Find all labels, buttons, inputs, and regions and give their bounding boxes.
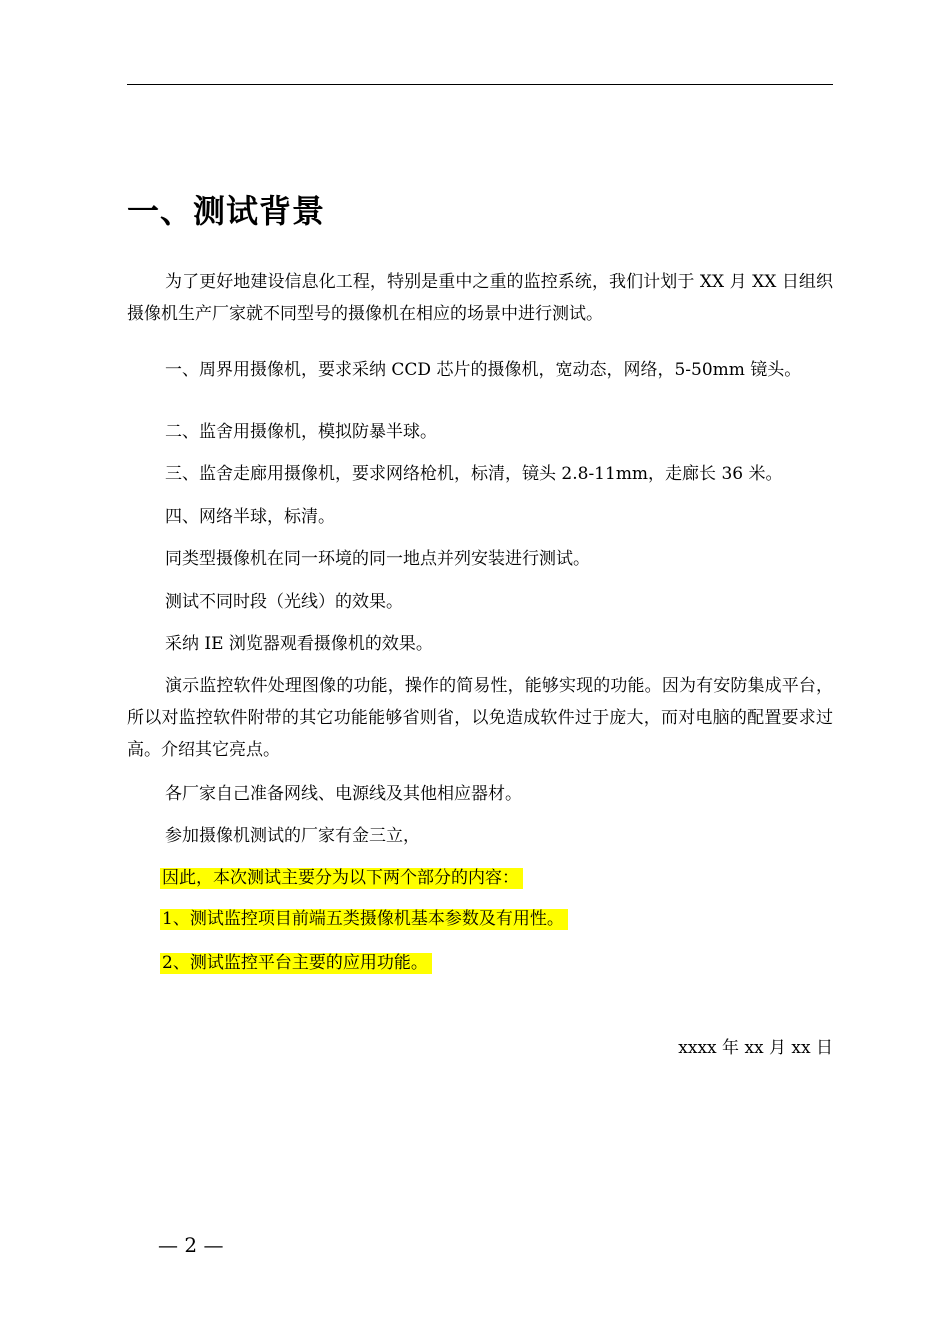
- highlighted-text-3: 2、测试监控平台主要的应用功能。: [160, 953, 432, 974]
- paragraph-time-periods: 测试不同时段（光线）的效果。: [165, 592, 403, 612]
- highlighted-line-2: [160, 907, 568, 931]
- document-date: xxxx 年 xx 月 xx 日: [678, 1038, 833, 1058]
- paragraph-item-4: 四、网络半球，标清。: [165, 507, 335, 527]
- highlighted-text-1: 因此，本次测试主要分为以下两个部分的内容：: [160, 868, 523, 889]
- highlighted-text-2: 1、测试监控项目前端五类摄像机基本参数及有用性。: [160, 909, 568, 930]
- highlighted-line-3: [160, 951, 432, 975]
- header-rule: [127, 84, 833, 85]
- paragraph-item-1: 一、周界用摄像机，要求采纳 CCD 芯片的摄像机，宽动态，网络，5-50mm 镜头。: [165, 360, 802, 380]
- paragraph-vendors: 参加摄像机测试的厂家有金三立，: [165, 826, 420, 846]
- paragraph-materials: 各厂家自己准备网线、电源线及其他相应器材。: [165, 784, 522, 804]
- paragraph-item-3: 三、监舍走廊用摄像机，要求网络枪机，标清，镜头 2.8-11mm，走廊长 36 米。: [165, 464, 783, 484]
- paragraph-intro: 为了更好地建设信息化工程，特别是重中之重的监控系统，我们计划于 XX 月 XX 日组织摄像机生产厂家就不同型号的摄像机在相应的场景中进行测试。: [127, 272, 833, 324]
- paragraph-item-2: 二、监舍用摄像机，模拟防暴半球。: [165, 422, 437, 442]
- paragraph-software-demo: 演示监控软件处理图像的功能，操作的简易性，能够实现的功能。因为有安防集成平台，所以对监控软件附带的其它功能能够省则省，以免造成软件过于庞大，而对电脑的配置要求过高。介绍其它亮点。: [127, 676, 833, 760]
- highlighted-line-1: [160, 866, 523, 890]
- page-number: — 2 —: [158, 1233, 224, 1257]
- section-heading: 一、测试背景: [127, 192, 326, 230]
- paragraph-same-type: 同类型摄像机在同一环境的同一地点并列安装进行测试。: [165, 549, 590, 569]
- paragraph-ie-browser: 采纳 IE 浏览器观看摄像机的效果。: [165, 634, 433, 654]
